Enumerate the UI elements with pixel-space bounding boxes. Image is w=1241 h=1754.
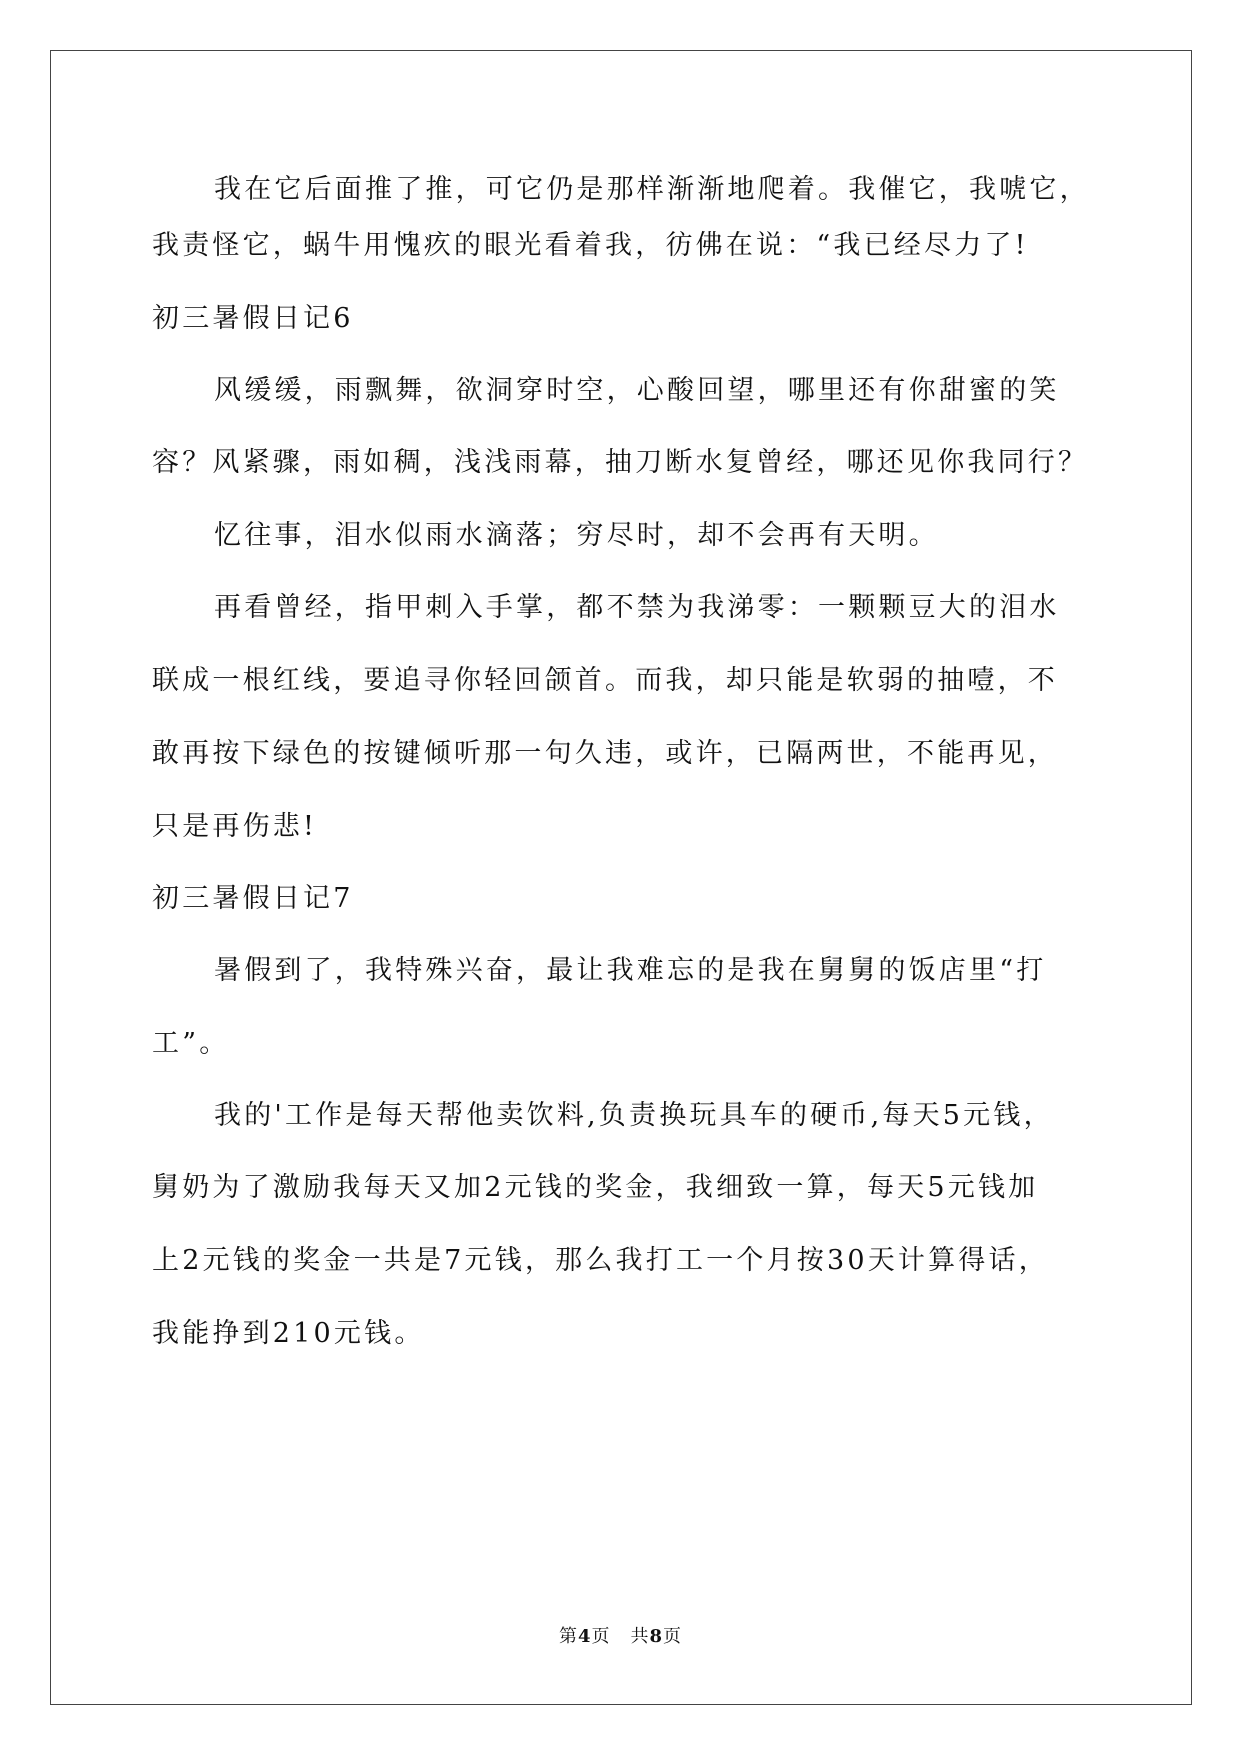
footer-prefix: 第 xyxy=(558,1626,578,1647)
page-border xyxy=(50,50,1192,1705)
paragraph-line: 上2元钱的奖金一共是7元钱，那么我打工一个月按30天计算得话， xyxy=(152,1245,1049,1276)
paragraph-line: 我责怪它，蜗牛用愧疚的眼光看着我，彷佛在说：“我已经尽力了! xyxy=(152,230,1029,261)
paragraph-line: 我在它后面推了推，可它仍是那样渐渐地爬着。我催它，我唬它， xyxy=(214,174,1090,205)
section-heading: 初三暑假日记7 xyxy=(152,883,354,914)
paragraph-line: 只是再伤悲! xyxy=(152,811,318,842)
paragraph-line: 我能挣到210元钱。 xyxy=(152,1318,425,1349)
footer-page-suffix: 页 xyxy=(591,1626,611,1647)
section-heading: 初三暑假日记6 xyxy=(152,303,354,334)
paragraph-line: 风缓缓，雨飘舞，欲洞穿时空，心酸回望，哪里还有你甜蜜的笑 xyxy=(214,375,1060,406)
total-pages-number: 8 xyxy=(649,1626,664,1647)
paragraph-line: 我的'工作是每天帮他卖饮料,负责换玩具车的硬币,每天5元钱， xyxy=(214,1100,1054,1131)
page-footer xyxy=(0,1622,1241,1648)
footer-total-prefix: 共 xyxy=(630,1626,650,1647)
footer-total-suffix: 页 xyxy=(663,1626,683,1647)
current-page-number: 4 xyxy=(577,1626,592,1647)
paragraph-line: 忆往事，泪水似雨水滴落；穷尽时，却不会再有天明。 xyxy=(214,520,939,551)
paragraph-line: 工”。 xyxy=(152,1028,230,1059)
paragraph-line: 暑假到了，我特殊兴奋，最让我难忘的是我在舅舅的饭店里“打 xyxy=(214,955,1047,986)
paragraph-line: 敢再按下绿色的按键倾听那一句久违，或许，已隔两世，不能再见， xyxy=(152,738,1058,769)
paragraph-line: 联成一根红线，要追寻你轻回颌首。而我，却只能是软弱的抽噎，不 xyxy=(152,665,1058,696)
paragraph-line: 舅奶为了激励我每天又加2元钱的奖金，我细致一算，每天5元钱加 xyxy=(152,1172,1039,1203)
paragraph-line: 再看曾经，指甲刺入手掌，都不禁为我涕零：一颗颗豆大的泪水 xyxy=(214,592,1060,623)
paragraph-line: 容？风紧骤，雨如稠，浅浅雨幕，抽刀断水复曾经，哪还见你我同行？ xyxy=(152,447,1089,478)
